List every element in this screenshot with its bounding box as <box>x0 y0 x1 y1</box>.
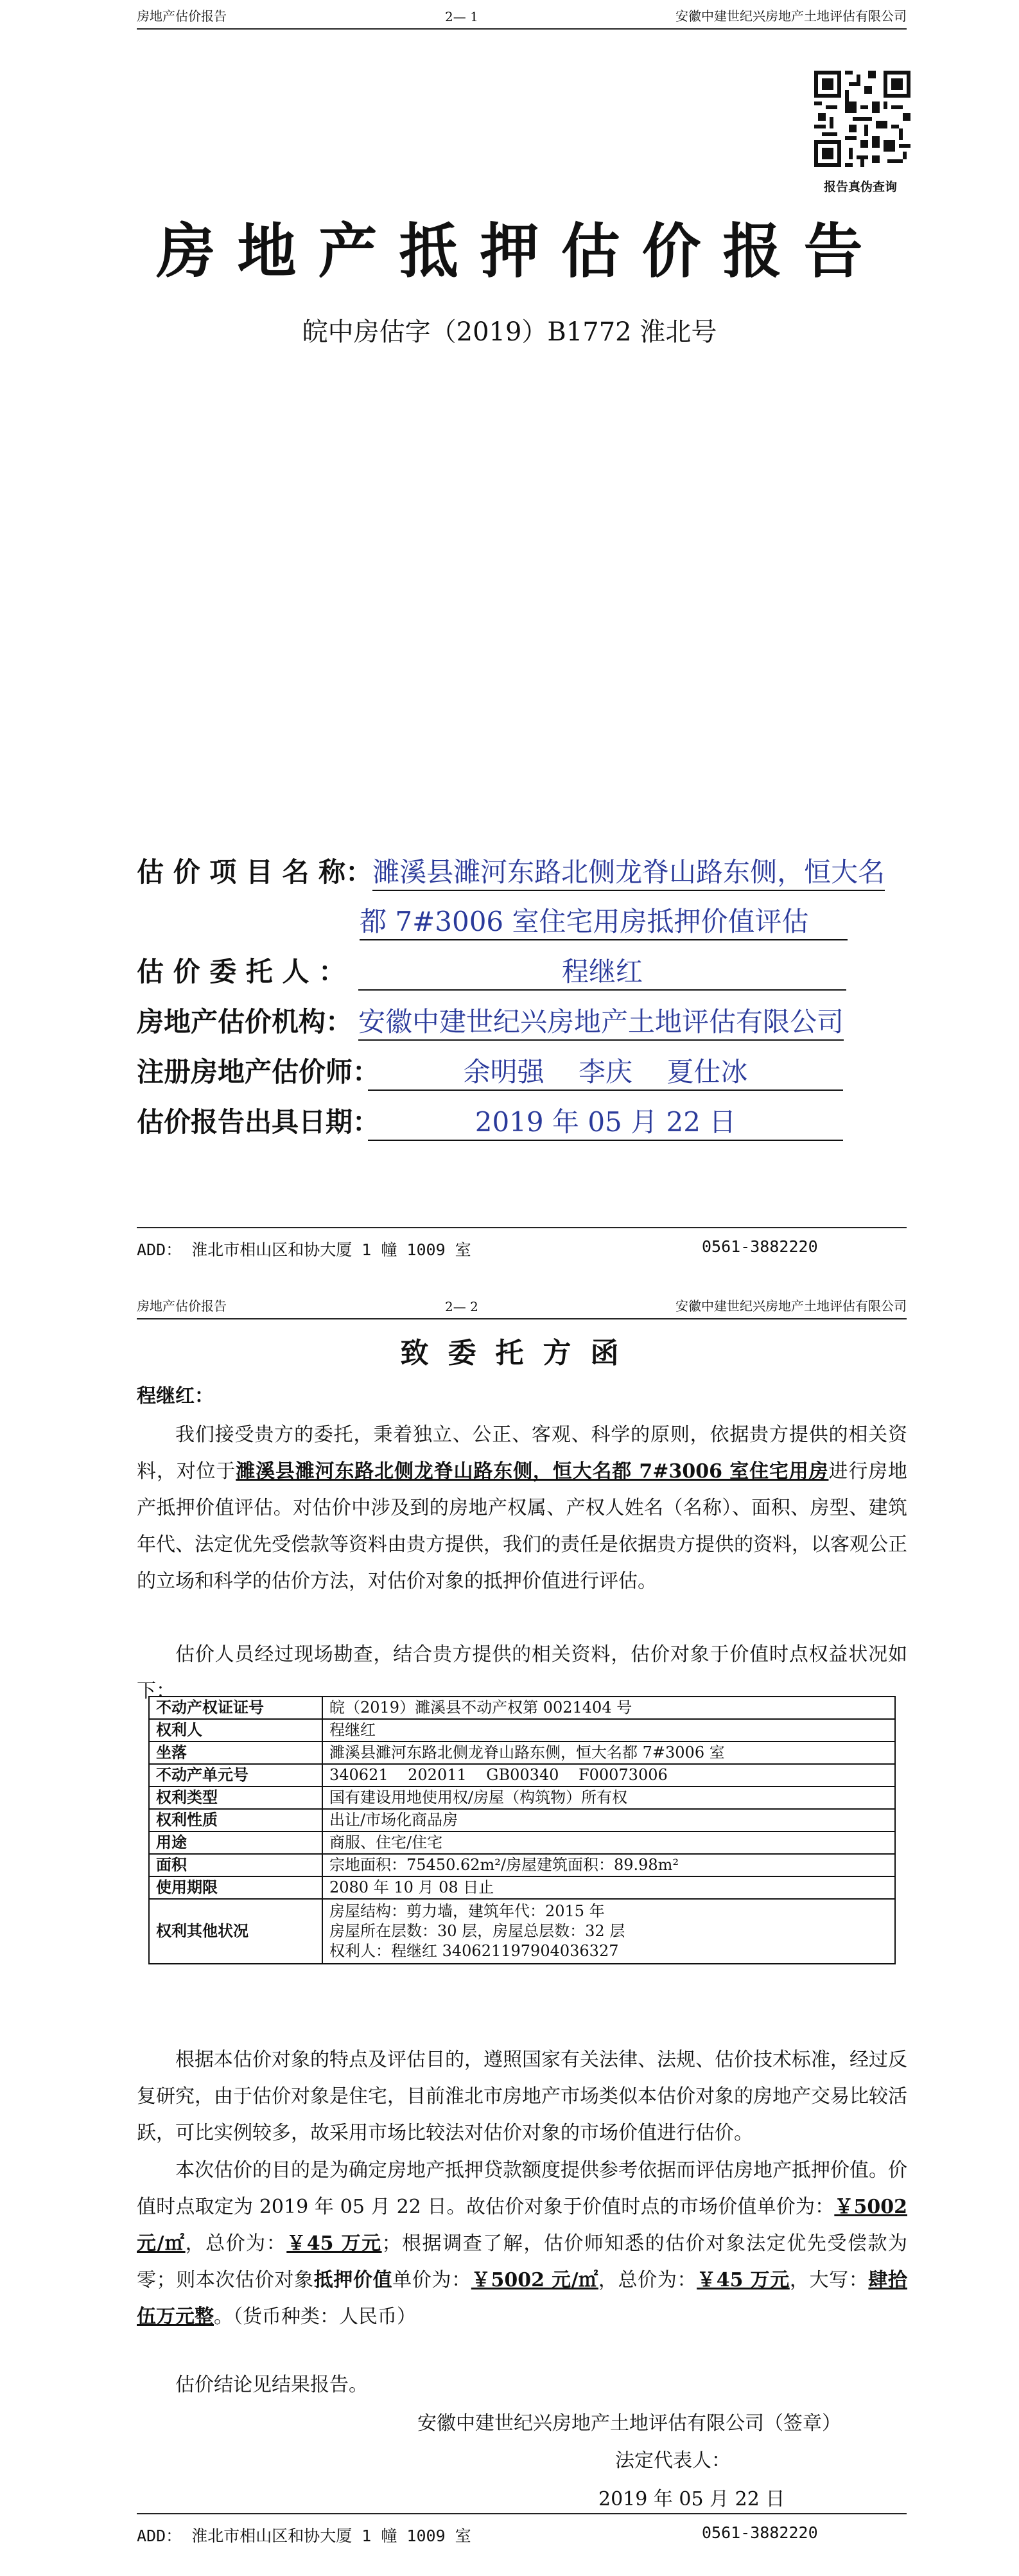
report-title: 房地产抵押估价报告 <box>156 216 885 286</box>
conclusion-text-e: ，总价为： <box>598 2269 697 2291</box>
table-value: 商服、住宅/住宅 <box>322 1831 895 1854</box>
other-status-line: 房屋所在层数：30 层，房屋总层数：32 层 <box>329 1922 625 1940</box>
table-value: 宗地面积：75450.62m²/房屋建筑面积：89.98m² <box>322 1854 895 1876</box>
table-value-multiline <box>322 1899 895 1964</box>
header-page-number: 2— 2 <box>445 1299 478 1314</box>
table-row <box>149 1719 895 1742</box>
table-value: 国有建设用地使用权/房屋（构筑物）所有权 <box>322 1786 895 1809</box>
market-total-price: ￥45 万元 <box>286 2232 382 2255</box>
paragraph-intro <box>137 1416 907 1600</box>
rights-table <box>148 1696 896 1964</box>
paragraph-see-results: 估价结论见结果报告。 <box>175 2374 368 2396</box>
table-row <box>149 1697 895 1719</box>
footer-phone: 0561-3882220 <box>702 2523 818 2542</box>
conclusion-text-b: ，总价为： <box>185 2232 287 2255</box>
table-value: 出让/市场化商品房 <box>322 1809 895 1831</box>
header-left: 房地产估价报告 <box>137 1298 227 1314</box>
table-key: 面积 <box>149 1854 322 1876</box>
table-row <box>149 1764 895 1786</box>
salutation: 程继红： <box>137 1385 214 1407</box>
header-left: 房地产估价报告 <box>137 8 227 24</box>
issue-date: 2019 年 05 月 22 日 <box>368 1101 843 1141</box>
project-label: 估 价 项 目 名 称： <box>137 856 373 888</box>
table-value: 皖（2019）濉溪县不动产权第 0021404 号 <box>322 1697 895 1719</box>
table-key: 权利性质 <box>149 1809 322 1831</box>
client-name: 程继红 <box>358 951 846 991</box>
intro-text-a: 我们接受贵方的委托，秉着独立、公正、客观、科学的原则，依据贵方提供的相关资料，对位于 <box>137 1424 907 1483</box>
conclusion-text-c: ；根据调查了解，估价师知悉的估价对象法定优先受偿款为零；则本次估价对象 <box>137 2232 908 2291</box>
paragraph-inspection: 估价人员经过现场勘查，结合贵方提供的相关资料，估价对象于价值时点权益状况如下： <box>137 1643 907 1702</box>
table-key: 坐落 <box>149 1742 322 1764</box>
page-footer <box>137 2513 907 2545</box>
agency-name: 安徽中建世纪兴房地产土地评估有限公司 <box>358 1001 844 1041</box>
table-row <box>149 1786 895 1809</box>
table-key: 权利类型 <box>149 1786 322 1809</box>
project-row <box>137 851 885 891</box>
table-key: 使用期限 <box>149 1876 322 1899</box>
mortgage-unit-price: ￥5002 元/㎡ <box>471 2269 598 2291</box>
header-page-number: 2— 1 <box>445 9 478 24</box>
table-value: 340621 202011 GB00340 F00073006 <box>322 1764 895 1786</box>
conclusion-text-d: 单价为： <box>392 2269 471 2291</box>
appraisers-names: 余明强 李庆 夏仕冰 <box>368 1051 843 1091</box>
header-company: 安徽中建世纪兴房地产土地评估有限公司 <box>675 1298 907 1314</box>
conclusion-text-g: 。（货币种类：人民币） <box>214 2306 416 2328</box>
qr-caption: 报告真伪查询 <box>823 180 897 194</box>
agency-label: 房地产估价机构： <box>137 1006 353 1037</box>
table-value: 2080 年 10 月 08 日止 <box>322 1876 895 1899</box>
other-status-line: 权利人：程继红 340621197904036327 <box>329 1942 619 1960</box>
client-row <box>137 951 846 991</box>
table-row <box>149 1876 895 1899</box>
client-label: 估 价 委 托 人 ： <box>137 956 346 987</box>
mortgage-total-price: ￥45 万元 <box>697 2269 790 2291</box>
mortgage-value-label: 抵押价值 <box>313 2269 393 2291</box>
signature-company: 安徽中建世纪兴房地产土地评估有限公司（签章） <box>417 2412 841 2435</box>
paragraph-conclusion <box>137 2152 907 2335</box>
date-row <box>137 1101 843 1141</box>
header-company: 安徽中建世纪兴房地产土地评估有限公司 <box>675 8 907 24</box>
table-key: 不动产单元号 <box>149 1764 322 1786</box>
table-row <box>149 1831 895 1854</box>
footer-address: ADD： 淮北市相山区和协大厦 1 幢 1009 室 <box>137 1240 471 1259</box>
table-row <box>149 1809 895 1831</box>
date-label: 估价报告出具日期： <box>137 1106 380 1138</box>
mortgage-total-words: 肆拾伍万元整 <box>137 2269 908 2328</box>
signature-representative: 法定代表人： <box>615 2449 731 2472</box>
table-key: 用途 <box>149 1831 322 1854</box>
project-name-line1: 濉溪县濉河东路北侧龙脊山路东侧，恒大名 <box>372 851 885 891</box>
property-address: 濉溪县濉河东路北侧龙脊山路东侧，恒大名都 7#3006 室住宅用房 <box>236 1460 829 1483</box>
table-key: 权利人 <box>149 1719 322 1742</box>
appraisers-label: 注册房地产估价师： <box>137 1056 380 1088</box>
conclusion-text-a: 本次估价的目的是为确定房地产抵押贷款额度提供参考依据而评估房地产抵押价值。价值时点取定为 2019 年 05 月 22 日。故估价对象于价值时点的市场价值单价为： <box>137 2159 907 2218</box>
table-row <box>149 1742 895 1764</box>
page-header <box>137 0 907 30</box>
page-header <box>137 1290 907 1319</box>
project-row-2 <box>360 901 848 940</box>
intro-text-b: 进行房地产抵押价值评估。对估价中涉及到的房地产权属、产权人姓名（名称）、面积、房型、建筑年代、法定优先受偿款等资料由贵方提供，我们的责任是依据贵方提供的资料，以客观公正的立场和科学的估价方法，对估价对象的抵押价值进行评估。 <box>137 1460 908 1592</box>
report-number: 皖中房估字（2019）B1772 淮北号 <box>302 317 717 347</box>
market-unit-price: ￥5002 元/㎡ <box>137 2196 907 2255</box>
table-key: 不动产权证证号 <box>149 1697 322 1719</box>
footer-phone: 0561-3882220 <box>702 1237 818 1256</box>
conclusion-text-f: ，大写： <box>789 2269 869 2291</box>
table-value: 程继红 <box>322 1719 895 1742</box>
page-footer <box>137 1227 907 1259</box>
agency-row <box>137 1001 844 1041</box>
footer-address: ADD： 淮北市相山区和协大厦 1 幢 1009 室 <box>137 2527 471 2545</box>
paragraph-method: 根据本估价对象的特点及评估目的，遵照国家有关法律、法规、估价技术标准，经过反复研究，由于估价对象是住宅，目前淮北市房地产市场类似本估价对象的房地产交易比较活跃，可比实例较多，故采用市场比较法对估价对象的市场价值进行估价。 <box>137 2049 907 2144</box>
table-value: 濉溪县濉河东路北侧龙脊山路东侧，恒大名都 7#3006 室 <box>322 1742 895 1764</box>
other-status-line: 房屋结构：剪力墙，建筑年代：2015 年 <box>329 1902 605 1920</box>
project-name-line2: 都 7#3006 室住宅用房抵押价值评估 <box>360 901 848 940</box>
table-row <box>149 1899 895 1964</box>
letter-title: 致委托方函 <box>400 1337 638 1370</box>
qr-code-icon[interactable] <box>814 71 910 167</box>
table-key: 权利其他状况 <box>149 1899 322 1964</box>
table-row <box>149 1854 895 1876</box>
signature-date: 2019 年 05 月 22 日 <box>598 2488 785 2510</box>
appraisers-row <box>137 1051 843 1091</box>
